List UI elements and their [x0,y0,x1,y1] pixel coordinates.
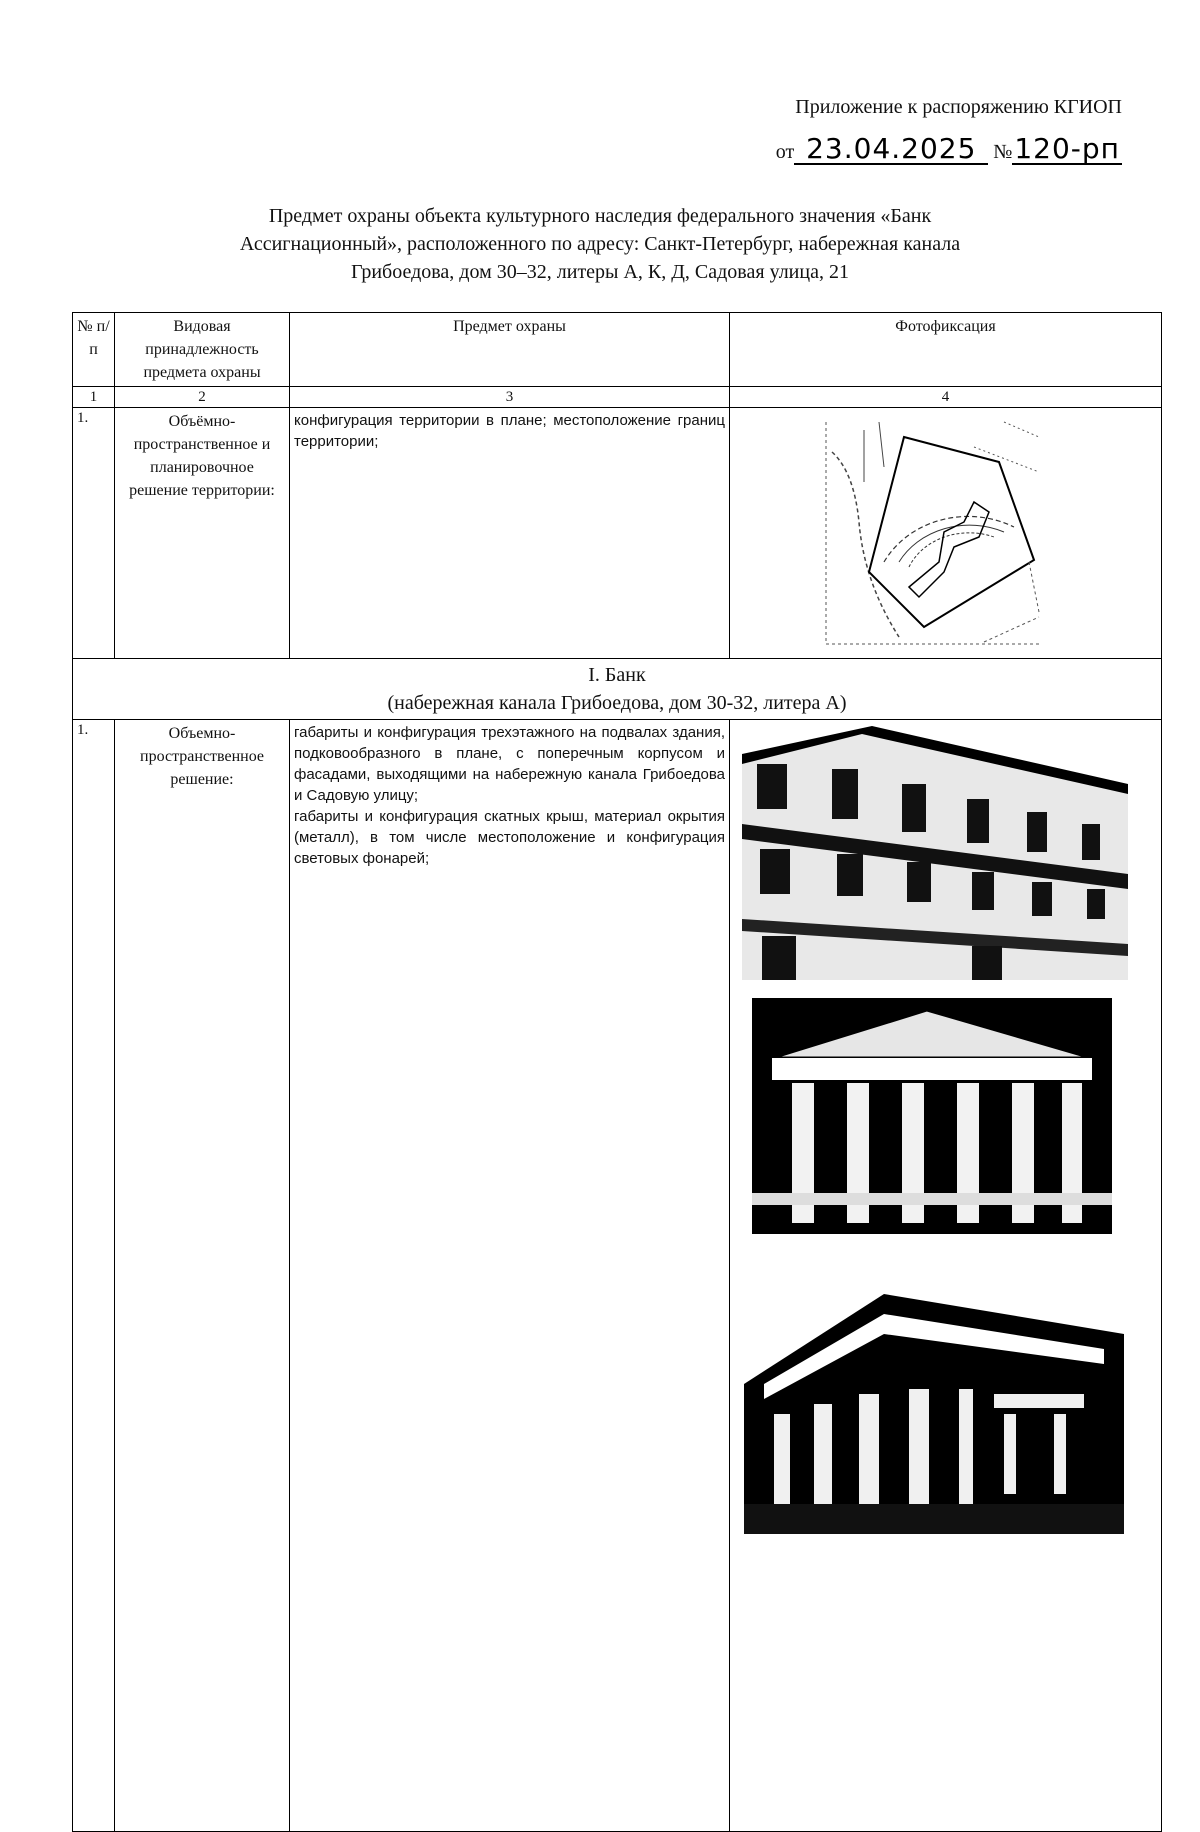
row-number: 1. [73,720,115,1832]
facade-photo-2 [752,998,1112,1234]
col-header-photo: Фотофиксация [730,313,1162,387]
appendix-header [776,96,1122,165]
col-header-number: № п/п [73,313,115,387]
subject-paragraph: габариты и конфигурация скатных крыш, материал окрытия (металл), в том числе местоположение и конфигурация световых фонарей; [294,808,725,867]
col-header-type: Видовая принадлежность предмета охраны [115,313,290,387]
title-line-2: Ассигнационный», расположенного по адресу: Санкт-Петербург, набережная канала [239,233,961,255]
column-numbers-row [73,387,1162,408]
protection-subject-table [72,312,1162,1832]
title-line-3: Грибоедова, дом 30–32, литеры А, К, Д, Садовая улица, 21 [351,261,849,283]
number-prefix: № [993,141,1013,163]
row-type: Объёмно-пространственное и планировочное решение территории: [115,408,290,659]
col-number: 4 [730,387,1162,408]
subject-paragraph: габариты и конфигурация трехэтажного на подвалах здания, подковообразного в плане, с поперечным корпусом и фасадами, выходящими на набережную канала Грибоедова и Садовую улицу; [294,724,725,804]
section-title: I. Банк [588,664,646,686]
appendix-line: Приложение к распоряжению КГИОП [795,96,1122,118]
section-header [73,659,1162,720]
row-number: 1. [73,408,115,659]
order-number: 120-рп [1014,132,1120,165]
facade-photo-1 [742,724,1128,980]
section-header-row [73,659,1162,720]
col-number: 1 [73,387,115,408]
row-subject: конфигурация территории в плане; местоположение границ территории; [290,408,730,659]
date-prefix: от [775,141,795,163]
site-plan-image [824,412,1044,648]
col-number: 2 [115,387,290,408]
title-line-1: Предмет охраны объекта культурного наследия федерального значения «Банк [268,205,932,227]
row-subject [290,720,730,1832]
col-number: 3 [290,387,730,408]
table-row [73,408,1162,659]
table-header-row [73,313,1162,387]
order-date: 23.04.2025 [794,135,988,165]
section-address: (набережная канала Грибоедова, дом 30-32, литера А) [387,692,847,714]
photo-cell [730,408,1162,659]
document-title [70,202,1130,286]
col-header-subject: Предмет охраны [290,313,730,387]
row-type: Объемно-пространственное решение: [115,720,290,1832]
order-date-line [775,132,1122,165]
table-row [73,720,1162,1832]
photo-cell [730,720,1162,1832]
facade-photo-3 [744,1294,1124,1534]
